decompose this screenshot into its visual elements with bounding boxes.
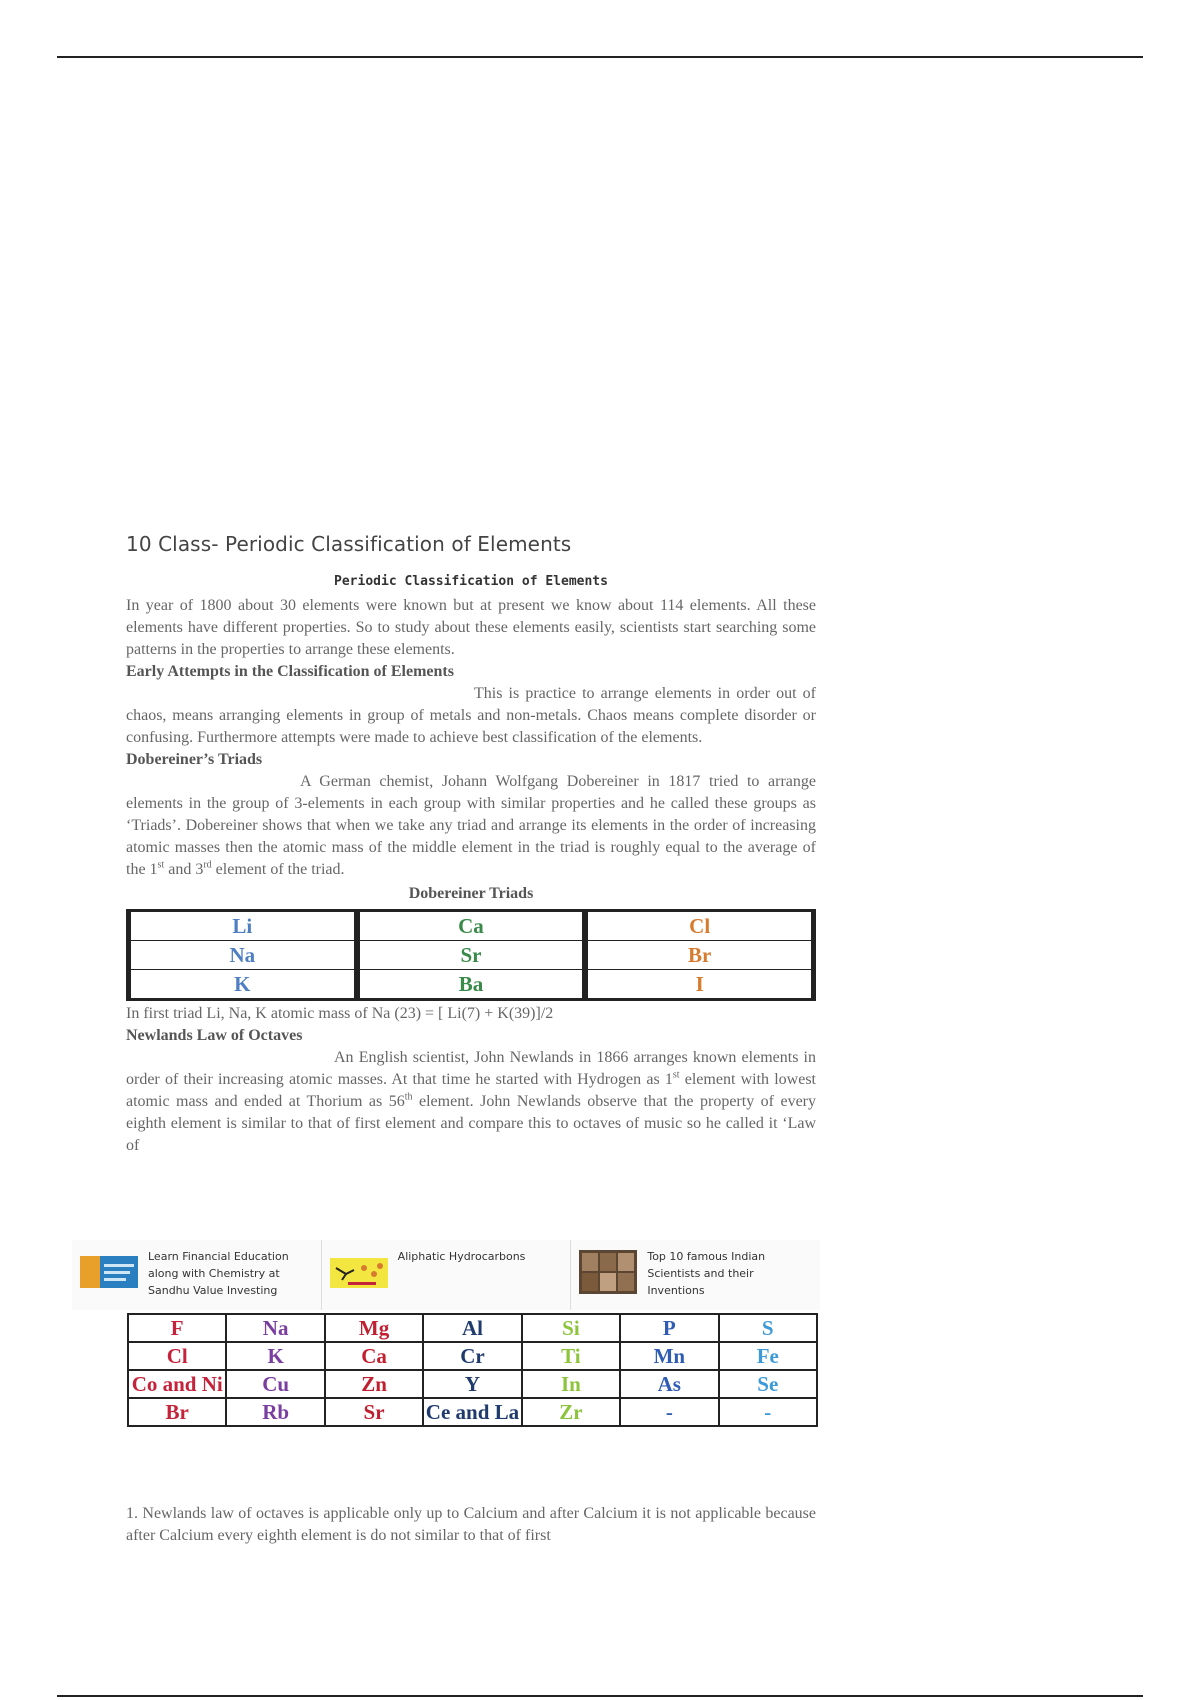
triad-cell: Na	[131, 941, 354, 970]
page-title: 10 Class- Periodic Classification of Elements	[126, 532, 572, 556]
triad-cell: Br	[588, 941, 811, 970]
newlands-heading: Newlands Law of Octaves	[126, 1027, 303, 1044]
element-cell: Si	[522, 1314, 620, 1342]
table-row	[128, 1398, 817, 1426]
triads-caption: Dobereiner Triads	[408, 885, 534, 902]
element-cell: Al	[423, 1314, 521, 1342]
element-cell: Ce and La	[423, 1398, 521, 1426]
table-row	[128, 1342, 817, 1370]
triad-cell: Sr	[360, 941, 583, 970]
triad-column	[128, 911, 357, 999]
element-cell: P	[620, 1314, 718, 1342]
related-link-label: Learn Financial Education along with Chemistry at Sandhu Value Investing	[148, 1250, 289, 1297]
element-cell: Cl	[128, 1342, 226, 1370]
element-cell: Fe	[719, 1342, 817, 1370]
element-cell: Cr	[423, 1342, 521, 1370]
element-cell: As	[620, 1370, 718, 1398]
element-cell: F	[128, 1314, 226, 1342]
table-row	[128, 1314, 817, 1342]
scientists-thumbnail-icon	[579, 1250, 637, 1294]
element-cell: Na	[226, 1314, 324, 1342]
dobereiner-heading: Dobereiner’s Triads	[126, 751, 263, 768]
document-page	[126, 532, 816, 1157]
element-cell: S	[719, 1314, 817, 1342]
triad-cell: Cl	[588, 912, 811, 941]
hydrocarbon-thumbnail-icon	[330, 1250, 388, 1294]
triads-table	[126, 909, 816, 1001]
finance-thumbnail-icon	[80, 1250, 138, 1294]
intro-paragraph: In year of 1800 about 30 elements were known but at present we know about 114 elements. All these elements have different properties. So to study about these elements easily, scientists start searching some patterns in the properties to arrange these elements.	[126, 597, 816, 658]
triad-cell: Li	[131, 912, 354, 941]
points-section	[126, 1503, 816, 1547]
point-1: 1. Newlands law of octaves is applicable only up to Calcium and after Calcium it is not applicable because after Calcium every eighth element is do not similar to that of first	[126, 1505, 816, 1544]
element-cell: Mn	[620, 1342, 718, 1370]
bottom-rule	[57, 1695, 1143, 1697]
element-cell: -	[620, 1398, 718, 1426]
element-cell: Co and Ni	[128, 1370, 226, 1398]
triad-cell: K	[131, 970, 354, 999]
triad-cell: Ca	[360, 912, 583, 941]
doc-heading: Periodic Classification of Elements	[334, 574, 608, 589]
element-cell: Br	[128, 1398, 226, 1426]
early-attempts-heading: Early Attempts in the Classification of Elements	[126, 663, 454, 680]
element-cell: Ca	[325, 1342, 423, 1370]
table-row	[128, 1370, 817, 1398]
element-cell: Zr	[522, 1398, 620, 1426]
element-cell: Mg	[325, 1314, 423, 1342]
related-link-label: Aliphatic Hydrocarbons	[397, 1250, 526, 1263]
related-link[interactable]	[571, 1240, 820, 1310]
octaves-table-container	[127, 1313, 818, 1427]
triad-note: In first triad Li, Na, K atomic mass of Na (23) = [ Li(7) + K(39)]/2	[126, 1005, 554, 1022]
element-cell: Se	[719, 1370, 817, 1398]
element-cell: In	[522, 1370, 620, 1398]
octaves-table	[127, 1313, 818, 1427]
triad-cell: I	[588, 970, 811, 999]
element-cell: Cu	[226, 1370, 324, 1398]
element-cell: Zn	[325, 1370, 423, 1398]
element-cell: Sr	[325, 1398, 423, 1426]
element-cell: Y	[423, 1370, 521, 1398]
element-cell: -	[719, 1398, 817, 1426]
top-rule	[57, 56, 1143, 58]
related-links-bar	[72, 1240, 820, 1310]
triad-column	[585, 911, 814, 999]
related-link[interactable]	[72, 1240, 322, 1310]
element-cell: Rb	[226, 1398, 324, 1426]
dobereiner-paragraph: A German chemist, Johann Wolfgang Dobereiner in 1817 tried to arrange elements in the group of 3-elements in each group with similar properties and he called these groups as ‘Triads’. Dobereiner shows that when we take any triad and arrange its elements in the order of increasing atomic masses then the atomic mass of the middle element in the triad is roughly equal to the average of the 1st and 3rd element of the triad.	[126, 773, 816, 878]
triad-cell: Ba	[360, 970, 583, 999]
early-attempts-paragraph: This is practice to arrange elements in order out of chaos, means arranging elements in group of metals and non-metals. Chaos means complete disorder or confusing. Furthermore attempts were made to achieve best classification of the elements.	[126, 685, 816, 746]
triad-column	[357, 911, 586, 999]
element-cell: K	[226, 1342, 324, 1370]
related-link-label: Top 10 famous Indian Scientists and their Inventions	[647, 1250, 766, 1297]
related-link[interactable]	[322, 1240, 572, 1310]
element-cell: Ti	[522, 1342, 620, 1370]
newlands-paragraph: An English scientist, John Newlands in 1866 arranges known elements in order of their increasing atomic masses. At that time he started with Hydrogen as 1st element with lowest atomic mass and ended at Thorium as 56th element. John Newlands observe that the property of every eighth element is similar to that of first element and compare this to octaves of music so he called it ‘Law of	[126, 1049, 817, 1154]
